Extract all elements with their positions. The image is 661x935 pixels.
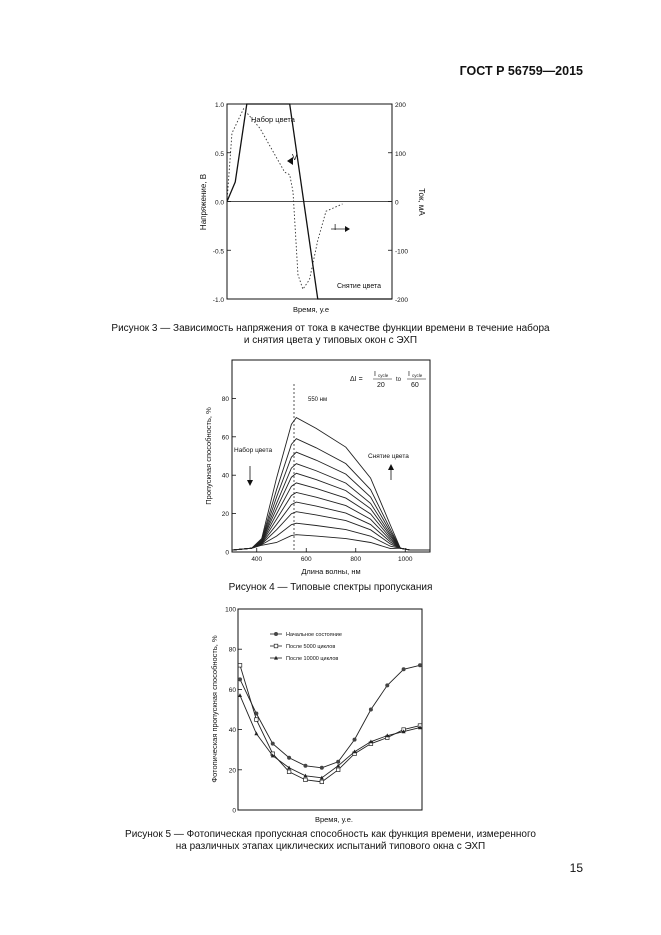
fig4-x-axis-label: Длина волны, нм	[301, 567, 361, 576]
fig5-point-circle	[385, 683, 389, 687]
fig5-point-circle	[238, 677, 242, 681]
figure-3-chart	[195, 98, 425, 313]
document-standard-number: ГОСТ Р 56759—2015	[459, 64, 583, 78]
fig5-legend-marker-square	[274, 644, 278, 648]
figure-4-svg	[198, 354, 440, 576]
fig3-y-tick-label: 0.0	[214, 199, 224, 207]
fig4-formula-lhs: ΔI =	[350, 376, 363, 383]
fig5-y-axis-label: Фотопическая пропускная способность, %	[210, 635, 219, 783]
fig5-point-triangle	[287, 766, 291, 770]
fig5-plot-frame	[238, 609, 422, 810]
fig4-x-tick-label: 600	[300, 556, 312, 563]
fig4-x-tick-label: 1000	[398, 556, 413, 563]
fig5-y-tick-label: 20	[228, 767, 236, 775]
fig3-label-i: I	[334, 223, 337, 232]
fig4-x-tick-label: 400	[251, 556, 263, 563]
fig3-label-coloring: Набор цвета	[251, 115, 295, 124]
fig4-spectrum-line	[232, 502, 430, 550]
fig3-label-v: V	[292, 153, 298, 162]
fig4-spectrum-line	[232, 418, 430, 550]
fig5-point-circle	[369, 708, 373, 712]
figure-3-caption-line-2: и снятия цвета у типовых окон с ЭХП	[243, 335, 418, 346]
fig4-formula-den2: 60	[411, 382, 419, 389]
fig5-point-circle	[303, 764, 307, 768]
fig4-formula-num1: I	[374, 371, 376, 378]
fig3-i-arrow-icon	[345, 226, 350, 232]
fig4-formula	[350, 371, 426, 389]
fig4-y-tick-label: 20	[221, 511, 229, 519]
figure-5-svg	[204, 603, 430, 823]
figure-3-caption	[0, 323, 661, 347]
fig5-point-square	[336, 768, 340, 772]
fig3-y2-axis-label: Ток, мА	[417, 188, 426, 216]
fig5-legend	[270, 632, 342, 662]
fig3-y2-tick-label: 100	[395, 150, 406, 158]
fig4-formula-to: to	[396, 377, 402, 383]
fig5-point-square	[255, 718, 259, 722]
fig4-spectrum-line	[232, 523, 430, 550]
fig5-y-tick-label: 100	[225, 606, 236, 614]
fig3-y-axis-label: Напряжение, В	[199, 173, 208, 231]
fig3-y-tick-label: -0.5	[212, 248, 224, 256]
fig4-label-coloring: Набор цвета	[234, 447, 273, 454]
fig4-label-550nm: 550 нм	[308, 397, 328, 403]
fig5-point-circle	[320, 766, 324, 770]
fig3-series-current	[227, 109, 343, 289]
fig5-point-triangle	[254, 731, 258, 735]
figure-5-chart	[204, 603, 430, 823]
figure-3-svg	[195, 98, 425, 313]
fig4-formula-den1: 20	[377, 382, 385, 389]
fig3-y2-tick-label: -100	[395, 248, 409, 256]
fig5-point-circle	[271, 742, 275, 746]
figure-4-caption: Рисунок 4 — Типовые спектры пропускания	[228, 582, 433, 593]
fig4-formula-num2-sub: cycle	[412, 373, 423, 378]
fig5-y-tick-label: 0	[232, 807, 236, 815]
fig4-x-tick-label: 800	[350, 556, 362, 563]
fig3-y-tick-label: -1.0	[212, 297, 224, 304]
fig5-point-circle	[336, 760, 340, 764]
fig5-point-square	[238, 663, 242, 667]
fig4-y-tick-label: 60	[221, 434, 229, 442]
fig3-label-bleaching: Снятие цвета	[337, 283, 381, 290]
fig5-point-square	[320, 780, 324, 784]
fig3-x-axis-label: Время, у.е	[293, 305, 329, 314]
fig4-y-tick-label: 80	[221, 395, 229, 403]
fig5-point-circle	[418, 663, 422, 667]
fig4-y-axis-label: Пропускная способность, %	[204, 407, 213, 505]
fig3-y2-tick-label: -200	[395, 297, 409, 304]
fig3-y-tick-label: 1.0	[214, 102, 224, 109]
fig5-legend-label: После 10000 циклов	[286, 656, 339, 663]
fig4-label-bleaching: Снятие цвета	[368, 453, 409, 460]
figure-5-caption-line-2: на различных этапах циклических испытаний типового окна с ЭХП	[175, 841, 486, 852]
fig5-series-line	[240, 665, 420, 768]
fig5-point-circle	[402, 667, 406, 671]
fig4-arrow-down-icon	[247, 466, 253, 486]
figure-3-caption-line-1: Рисунок 3 — Зависимость напряжения от тока в качестве функции времени в течение набора	[111, 323, 550, 334]
fig5-legend-label: После 5000 циклов	[286, 644, 336, 651]
fig5-point-triangle	[353, 750, 357, 754]
fig5-y-tick-label: 40	[228, 727, 236, 735]
fig5-point-circle	[353, 738, 357, 742]
figure-4-chart	[198, 354, 440, 576]
fig5-legend-label: Начальное состояние	[286, 632, 342, 639]
fig5-point-triangle	[238, 693, 242, 697]
fig5-point-square	[287, 770, 291, 774]
figure-5-caption-line-1: Рисунок 5 — Фотопическая пропускная способность как функция времени, измеренного	[125, 829, 536, 840]
page-number: 15	[569, 861, 583, 875]
fig5-legend-marker-circle	[274, 632, 278, 636]
fig3-y2-tick-label: 0	[395, 199, 399, 207]
fig3-y-tick-label: 0.5	[214, 150, 224, 158]
fig3-y2-tick-label: 200	[395, 102, 406, 109]
fig4-formula-num2: I	[408, 371, 410, 378]
figure-5-caption	[0, 829, 661, 853]
fig5-point-circle	[287, 756, 291, 760]
fig4-arrow-up-icon	[388, 464, 394, 480]
fig5-point-square	[304, 778, 308, 782]
fig5-x-axis-label: Время, у.е.	[314, 815, 354, 824]
fig5-series-line	[240, 695, 420, 777]
fig4-y-tick-label: 0	[225, 549, 229, 557]
fig5-y-tick-label: 60	[228, 686, 236, 694]
fig4-y-tick-label: 40	[221, 472, 229, 480]
fig5-y-tick-label: 80	[228, 646, 236, 654]
fig4-formula-num1-sub: cycle	[378, 373, 389, 378]
